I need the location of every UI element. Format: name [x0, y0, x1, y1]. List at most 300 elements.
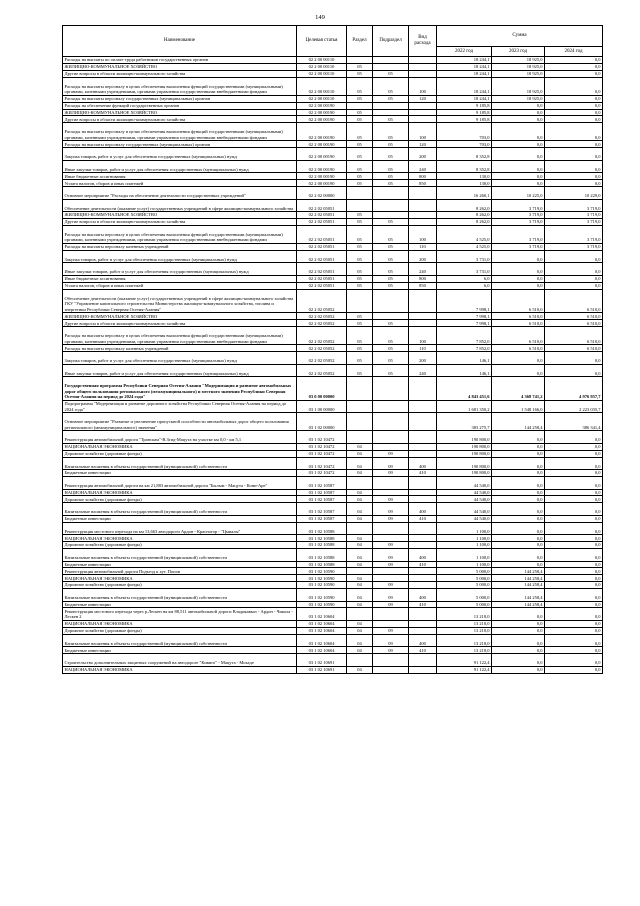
cell-subsection: 05 — [373, 275, 409, 282]
cell-sum-2022: 44 540,0 — [437, 489, 492, 496]
header-name: Наименование — [63, 26, 297, 57]
cell-section: 05 — [347, 275, 373, 282]
cell-sum-2022: 7 852,0 — [437, 345, 492, 352]
cell-sum-2022: 703,0 — [437, 141, 492, 148]
cell-expense-type — [409, 575, 437, 582]
cell-sum-2023: 0,0 — [492, 457, 545, 470]
cell-name: НАЦИОНАЛЬНАЯ ЭКОНОМИКА — [63, 443, 297, 450]
cell-sum-2022: 190 800,0 — [437, 431, 492, 444]
cell-target-article: 02 2 02 05052 — [297, 289, 347, 313]
cell-sum-2024: 0,0 — [545, 561, 603, 568]
cell-expense-type: 100 — [409, 327, 437, 345]
cell-expense-type — [409, 400, 437, 413]
header-year-2022: 2022 год — [437, 47, 492, 57]
cell-sum-2023: 3 719,0 — [492, 212, 545, 219]
table-row — [63, 364, 603, 377]
cell-expense-type: 410 — [409, 601, 437, 608]
cell-section — [347, 568, 373, 575]
cell-subsection: 09 — [373, 515, 409, 522]
cell-sum-2023: 0,0 — [492, 654, 545, 667]
cell-sum-2023: 0,0 — [492, 263, 545, 276]
cell-sum-2023: 0,0 — [492, 503, 545, 516]
cell-name: НАЦИОНАЛЬНАЯ ЭКОНОМИКА — [63, 535, 297, 542]
cell-subsection: 09 — [373, 457, 409, 470]
table-row — [63, 313, 603, 320]
cell-sum-2022: 146,1 — [437, 364, 492, 377]
cell-target-article: 02 2 00 00110 — [297, 70, 347, 77]
cell-section: 04 — [347, 575, 373, 582]
cell-subsection: 05 — [373, 352, 409, 365]
cell-expense-type — [409, 199, 437, 212]
cell-sum-2023: 4 368 741,2 — [492, 377, 545, 401]
cell-sum-2024: 0,0 — [545, 470, 603, 477]
cell-expense-type — [409, 413, 437, 431]
header-target-article: Целевая статья — [297, 26, 347, 57]
cell-target-article: 03 1 02 10472 — [297, 431, 347, 444]
cell-name: Уплата налогов, сборов и иных платежей — [63, 180, 297, 187]
cell-section — [347, 289, 373, 313]
cell-sum-2024: 0,0 — [545, 589, 603, 602]
cell-sum-2024: 0,0 — [545, 457, 603, 470]
cell-sum-2024: 0,0 — [545, 109, 603, 116]
cell-sum-2022: 5 000,0 — [437, 601, 492, 608]
cell-sum-2023: 6 510,0 — [492, 320, 545, 327]
cell-subsection: 09 — [373, 496, 409, 503]
cell-target-article: 02 2 00 00110 — [297, 95, 347, 102]
cell-section: 04 — [347, 457, 373, 470]
cell-expense-type — [409, 627, 437, 634]
cell-target-article: 02 2 00 00190 — [297, 109, 347, 116]
cell-sum-2022: 13 218,0 — [437, 608, 492, 621]
cell-subsection: 05 — [373, 320, 409, 327]
table-row — [63, 647, 603, 654]
cell-sum-2023: 0,0 — [492, 515, 545, 522]
cell-expense-type: 400 — [409, 634, 437, 647]
cell-subsection: 05 — [373, 243, 409, 250]
cell-sum-2022: 8 352,8 — [437, 160, 492, 173]
cell-section — [347, 522, 373, 535]
cell-expense-type — [409, 377, 437, 401]
cell-name: Иные закупки товаров, работ и услуг для обеспечения государственных (муниципальных) нужд — [63, 160, 297, 173]
table-row — [63, 522, 603, 535]
cell-sum-2023: 0,0 — [492, 450, 545, 457]
cell-sum-2024: 0,0 — [545, 160, 603, 173]
cell-sum-2024: 0,0 — [545, 601, 603, 608]
cell-name: Реконструкция автомобильной дороги "Транскам"-В.Згид-Мацута на участке км 0,0 - км 5,1 — [63, 431, 297, 444]
cell-expense-type: 850 — [409, 282, 437, 289]
cell-sum-2023: 0,0 — [492, 470, 545, 477]
cell-sum-2023: 18 925,0 — [492, 77, 545, 95]
cell-name: ЖИЛИЩНО-КОММУНАЛЬНОЕ ХОЗЯЙСТВО — [63, 212, 297, 219]
cell-sum-2023: 0,0 — [492, 443, 545, 450]
cell-sum-2022: 18 244,1 — [437, 63, 492, 70]
cell-section: 05 — [347, 364, 373, 377]
cell-expense-type — [409, 450, 437, 457]
cell-subsection: 05 — [373, 95, 409, 102]
cell-sum-2023: 0,0 — [492, 542, 545, 549]
cell-sum-2024: 0,0 — [545, 582, 603, 589]
cell-subsection: 05 — [373, 173, 409, 180]
cell-sum-2022: 7 998,1 — [437, 313, 492, 320]
table-row — [63, 450, 603, 457]
table-row — [63, 654, 603, 667]
table-row — [63, 561, 603, 568]
cell-sum-2023: 144 258,4 — [492, 601, 545, 608]
table-row — [63, 608, 603, 621]
table-row — [63, 666, 603, 673]
cell-section: 04 — [347, 542, 373, 549]
cell-section: 04 — [347, 666, 373, 673]
cell-expense-type: 410 — [409, 561, 437, 568]
cell-section: 05 — [347, 225, 373, 243]
cell-sum-2023: 6 510,0 — [492, 345, 545, 352]
cell-name: Другие вопросы в области жилищно-коммунального хозяйства — [63, 116, 297, 123]
cell-expense-type — [409, 620, 437, 627]
cell-sum-2022: 3 731,0 — [437, 263, 492, 276]
cell-sum-2022: 4 525,0 — [437, 243, 492, 250]
cell-section: 05 — [347, 345, 373, 352]
table-row — [63, 634, 603, 647]
cell-target-article: 02 2 00 00190 — [297, 180, 347, 187]
table-row — [63, 160, 603, 173]
cell-section: 05 — [347, 320, 373, 327]
cell-sum-2024: 0,0 — [545, 515, 603, 522]
cell-section: 05 — [347, 313, 373, 320]
header-expense-type: Вид расхода — [409, 26, 437, 57]
cell-name: Государственная программа Республики Северная Осетия-Алания "Модернизация и развитие автомобильных дорог общего пользования регионального (межмуниципального) и местного значения Республики Северная Осетия-Алания на период до 2024 года" — [63, 377, 297, 401]
cell-section: 05 — [347, 282, 373, 289]
cell-name: Бюджетные инвестиции — [63, 601, 297, 608]
cell-sum-2022: 703,0 — [437, 123, 492, 141]
cell-subsection: 05 — [373, 70, 409, 77]
cell-sum-2022: 1 100,0 — [437, 522, 492, 535]
cell-sum-2022: 1 100,0 — [437, 561, 492, 568]
table-row — [63, 568, 603, 575]
cell-name: Расходы на выплаты персоналу в целях обеспечения выполнения функций государственными (муниципальными) органами, казенными учреждениями, органами управления государственными внебюджетными фондами — [63, 77, 297, 95]
cell-subsection — [373, 608, 409, 621]
cell-section: 04 — [347, 443, 373, 450]
cell-subsection: 09 — [373, 634, 409, 647]
cell-expense-type — [409, 582, 437, 589]
cell-name: Расходы на выплаты по оплате труда работников государственных органов — [63, 57, 297, 64]
table-row — [63, 345, 603, 352]
cell-expense-type: 850 — [409, 180, 437, 187]
cell-section — [347, 431, 373, 444]
cell-target-article: 03 1 02 10588 — [297, 542, 347, 549]
page-number: 149 — [315, 14, 325, 21]
cell-target-article: 03 1 02 10588 — [297, 549, 347, 562]
cell-target-article: 02 2 00 00110 — [297, 57, 347, 64]
cell-sum-2023: 144 258,4 — [492, 582, 545, 589]
cell-name: Реконструкция автомобильной дороги на км 21,883 автомобильной дороги "Былым - Мацута - Кони-Аре" — [63, 477, 297, 490]
table-row — [63, 489, 603, 496]
cell-sum-2022: 13 218,0 — [437, 634, 492, 647]
cell-name: Расходы на выплаты персоналу в целях обеспечения выполнения функций государственными (муниципальными) органами, казенными учреждениями, органами управления государственными внебюджетными фондами — [63, 327, 297, 345]
cell-expense-type: 240 — [409, 160, 437, 173]
cell-subsection — [373, 568, 409, 575]
cell-sum-2023: 0,0 — [492, 148, 545, 161]
cell-sum-2023: 0,0 — [492, 160, 545, 173]
cell-target-article: 02 2 00 00190 — [297, 141, 347, 148]
cell-sum-2024: 0,0 — [545, 173, 603, 180]
cell-subsection — [373, 400, 409, 413]
cell-name: Закупка товаров, работ и услуг для обеспечения государственных (муниципальных) нужд — [63, 250, 297, 263]
cell-sum-2024: 3 719,0 — [545, 199, 603, 212]
cell-name: Бюджетные инвестиции — [63, 561, 297, 568]
cell-sum-2024: 0,0 — [545, 77, 603, 95]
cell-sum-2022: 18 244,1 — [437, 77, 492, 95]
cell-name: Основное мероприятие "Развитие и увеличение пропускной способности автомобильных дорог общего пользования регионального (межмуниципального) значения" — [63, 413, 297, 431]
cell-subsection: 05 — [373, 364, 409, 377]
cell-subsection: 05 — [373, 148, 409, 161]
table-row — [63, 225, 603, 243]
budget-table — [62, 25, 603, 674]
cell-section — [347, 199, 373, 212]
cell-target-article: 03 1 02 10587 — [297, 496, 347, 503]
cell-sum-2023: 0,0 — [492, 123, 545, 141]
cell-subsection — [373, 666, 409, 673]
header-year-2023: 2023 год — [492, 47, 545, 57]
cell-section: 05 — [347, 180, 373, 187]
cell-sum-2024: 0,0 — [545, 542, 603, 549]
cell-target-article: 02 2 00 00190 — [297, 148, 347, 161]
cell-subsection — [373, 413, 409, 431]
cell-target-article: 03 1 02 10587 — [297, 503, 347, 516]
cell-name: НАЦИОНАЛЬНАЯ ЭКОНОМИКА — [63, 620, 297, 627]
table-row — [63, 377, 603, 401]
cell-expense-type — [409, 218, 437, 225]
cell-subsection — [373, 431, 409, 444]
cell-section — [347, 654, 373, 667]
table-row — [63, 431, 603, 444]
header-section: Раздел — [347, 26, 373, 57]
table-row — [63, 327, 603, 345]
cell-sum-2022: 44 540,0 — [437, 496, 492, 503]
cell-sum-2024: 6 510,0 — [545, 327, 603, 345]
cell-sum-2022: 4 525,0 — [437, 225, 492, 243]
cell-name: Иные закупки товаров, работ и услуг для обеспечения государственных (муниципальных) нужд — [63, 263, 297, 276]
cell-sum-2024: 0,0 — [545, 575, 603, 582]
table-row — [63, 549, 603, 562]
cell-sum-2022: 16 260,1 — [437, 187, 492, 200]
cell-subsection — [373, 313, 409, 320]
cell-sum-2023: 144 258,4 — [492, 413, 545, 431]
cell-subsection — [373, 654, 409, 667]
cell-expense-type — [409, 320, 437, 327]
cell-subsection: 05 — [373, 250, 409, 263]
cell-target-article: 02 2 00 00190 — [297, 116, 347, 123]
cell-sum-2024: 4 976 957,7 — [545, 377, 603, 401]
cell-expense-type — [409, 522, 437, 535]
cell-subsection: 09 — [373, 470, 409, 477]
table-row — [63, 63, 603, 70]
cell-section: 05 — [347, 218, 373, 225]
cell-name: Капитальные вложения в объекты государственной (муниципальной) собственности — [63, 549, 297, 562]
cell-section: 05 — [347, 352, 373, 365]
cell-subsection — [373, 620, 409, 627]
cell-sum-2024: 0,0 — [545, 148, 603, 161]
cell-sum-2023: 0,0 — [492, 364, 545, 377]
cell-name: Капитальные вложения в объекты государственной (муниципальной) собственности — [63, 634, 297, 647]
table-row — [63, 141, 603, 148]
cell-sum-2023: 0,0 — [492, 608, 545, 621]
cell-sum-2024: 0,0 — [545, 123, 603, 141]
header-subsection: Подраздел — [373, 26, 409, 57]
cell-target-article: 02 2 02 05052 — [297, 364, 347, 377]
cell-section: 05 — [347, 327, 373, 345]
cell-section — [347, 413, 373, 431]
cell-subsection: 05 — [373, 282, 409, 289]
cell-sum-2022: 18 244,1 — [437, 57, 492, 64]
cell-target-article: 02 2 02 05051 — [297, 275, 347, 282]
table-row — [63, 589, 603, 602]
cell-sum-2023: 0,0 — [492, 647, 545, 654]
cell-target-article: 03 1 02 10587 — [297, 515, 347, 522]
cell-subsection — [373, 575, 409, 582]
cell-sum-2024: 0,0 — [545, 496, 603, 503]
cell-subsection: 05 — [373, 141, 409, 148]
cell-expense-type — [409, 212, 437, 219]
cell-expense-type: 100 — [409, 77, 437, 95]
cell-sum-2024: 0,0 — [545, 450, 603, 457]
cell-expense-type — [409, 63, 437, 70]
cell-section: 05 — [347, 148, 373, 161]
cell-sum-2023: 0,0 — [492, 477, 545, 490]
cell-target-article: 02 2 02 05051 — [297, 199, 347, 212]
cell-section: 05 — [347, 263, 373, 276]
cell-sum-2023: 0,0 — [492, 522, 545, 535]
cell-sum-2022: 44 540,0 — [437, 515, 492, 522]
cell-name: Расходы на выплаты персоналу государственных (муниципальных) органов — [63, 141, 297, 148]
table-row — [63, 470, 603, 477]
cell-subsection — [373, 377, 409, 401]
cell-target-article: 03 0 00 00000 — [297, 377, 347, 401]
cell-expense-type — [409, 431, 437, 444]
cell-sum-2024: 0,0 — [545, 352, 603, 365]
cell-sum-2023: 0,0 — [492, 627, 545, 634]
header-year-2024: 2024 год — [545, 47, 603, 57]
cell-section: 04 — [347, 561, 373, 568]
cell-section: 05 — [347, 77, 373, 95]
cell-section: 05 — [347, 109, 373, 116]
cell-subsection: 05 — [373, 225, 409, 243]
cell-sum-2023: 0,0 — [492, 109, 545, 116]
cell-name: ЖИЛИЩНО-КОММУНАЛЬНОЕ ХОЗЯЙСТВО — [63, 313, 297, 320]
cell-sum-2023: 0,0 — [492, 275, 545, 282]
cell-target-article: 03 1 02 10590 — [297, 582, 347, 589]
cell-target-article: 02 2 02 05051 — [297, 282, 347, 289]
header-sum: Сумма — [437, 26, 603, 47]
cell-expense-type: 100 — [409, 123, 437, 141]
cell-sum-2022: 1 100,0 — [437, 535, 492, 542]
cell-sum-2022: 1 681 350,2 — [437, 400, 492, 413]
cell-sum-2024: 0,0 — [545, 431, 603, 444]
cell-section: 04 — [347, 496, 373, 503]
cell-expense-type: 200 — [409, 148, 437, 161]
cell-name: Другие вопросы в области жилищно-коммунального хозяйства — [63, 70, 297, 77]
cell-name: Расходы на выплаты персоналу в целях обеспечения выполнения функций государственными (муниципальными) органами, казенными учреждениями, органами управления государственными внебюджетными фондами — [63, 225, 297, 243]
table-row — [63, 477, 603, 490]
cell-name: Другие вопросы в области жилищно-коммунального хозяйства — [63, 218, 297, 225]
table-row — [63, 263, 603, 276]
cell-sum-2024: 0,0 — [545, 364, 603, 377]
cell-expense-type: 400 — [409, 503, 437, 516]
table-row — [63, 57, 603, 64]
cell-expense-type: 800 — [409, 275, 437, 282]
cell-sum-2024: 0,0 — [545, 620, 603, 627]
table-row — [63, 243, 603, 250]
cell-name: Иные закупки товаров, работ и услуг для обеспечения государственных (муниципальных) нужд — [63, 364, 297, 377]
cell-sum-2023: 0,0 — [492, 173, 545, 180]
cell-sum-2024: 3 719,0 — [545, 225, 603, 243]
cell-expense-type: 400 — [409, 457, 437, 470]
cell-subsection — [373, 63, 409, 70]
table-row — [63, 320, 603, 327]
cell-subsection — [373, 109, 409, 116]
cell-subsection — [373, 522, 409, 535]
cell-target-article: 02 2 00 00190 — [297, 173, 347, 180]
cell-target-article: 02 2 00 00190 — [297, 160, 347, 173]
cell-sum-2024: 0,0 — [545, 180, 603, 187]
cell-target-article: 02 2 02 05051 — [297, 218, 347, 225]
cell-target-article: 02 2 02 05052 — [297, 345, 347, 352]
cell-target-article: 03 1 02 10691 — [297, 666, 347, 673]
cell-name: Бюджетные инвестиции — [63, 470, 297, 477]
cell-name: Расходы на обеспечение функций государственных органов — [63, 102, 297, 109]
cell-sum-2024: 0,0 — [545, 647, 603, 654]
cell-sum-2023: 1 548 166,0 — [492, 400, 545, 413]
cell-sum-2022: 8 352,8 — [437, 148, 492, 161]
cell-name: Бюджетные инвестиции — [63, 515, 297, 522]
cell-section: 05 — [347, 123, 373, 141]
cell-sum-2024: 0,0 — [545, 141, 603, 148]
cell-expense-type: 120 — [409, 141, 437, 148]
cell-sum-2024: 0,0 — [545, 568, 603, 575]
cell-sum-2022: 7 998,1 — [437, 289, 492, 313]
cell-name: Расходы на выплаты персоналу казенных учреждений — [63, 243, 297, 250]
cell-expense-type: 110 — [409, 345, 437, 352]
cell-subsection — [373, 535, 409, 542]
cell-section: 04 — [347, 470, 373, 477]
cell-expense-type — [409, 568, 437, 575]
cell-sum-2024: 0,0 — [545, 549, 603, 562]
cell-sum-2023: 0,0 — [492, 116, 545, 123]
cell-subsection — [373, 477, 409, 490]
cell-sum-2024: 0,0 — [545, 70, 603, 77]
table-row — [63, 180, 603, 187]
cell-expense-type — [409, 102, 437, 109]
cell-name: НАЦИОНАЛЬНАЯ ЭКОНОМИКА — [63, 489, 297, 496]
cell-sum-2022: 9 185,8 — [437, 116, 492, 123]
cell-name: Дорожное хозяйство (дорожные фонды) — [63, 627, 297, 634]
cell-name: Дорожное хозяйство (дорожные фонды) — [63, 582, 297, 589]
cell-expense-type: 100 — [409, 225, 437, 243]
cell-name: Расходы на выплаты персоналу государственных (муниципальных) органов — [63, 95, 297, 102]
cell-sum-2023: 6 510,0 — [492, 289, 545, 313]
cell-expense-type — [409, 477, 437, 490]
cell-section: 05 — [347, 160, 373, 173]
cell-name: НАЦИОНАЛЬНАЯ ЭКОНОМИКА — [63, 575, 297, 582]
table-row — [63, 250, 603, 263]
cell-target-article: 03 1 02 10472 — [297, 450, 347, 457]
cell-target-article: 03 1 02 10588 — [297, 561, 347, 568]
cell-target-article: 03 1 02 10590 — [297, 568, 347, 575]
cell-target-article: 03 1 02 10587 — [297, 477, 347, 490]
cell-sum-2023: 18 925,0 — [492, 70, 545, 77]
cell-sum-2023: 0,0 — [492, 561, 545, 568]
cell-sum-2024: 0,0 — [545, 477, 603, 490]
cell-name: Уплата налогов, сборов и иных платежей — [63, 282, 297, 289]
